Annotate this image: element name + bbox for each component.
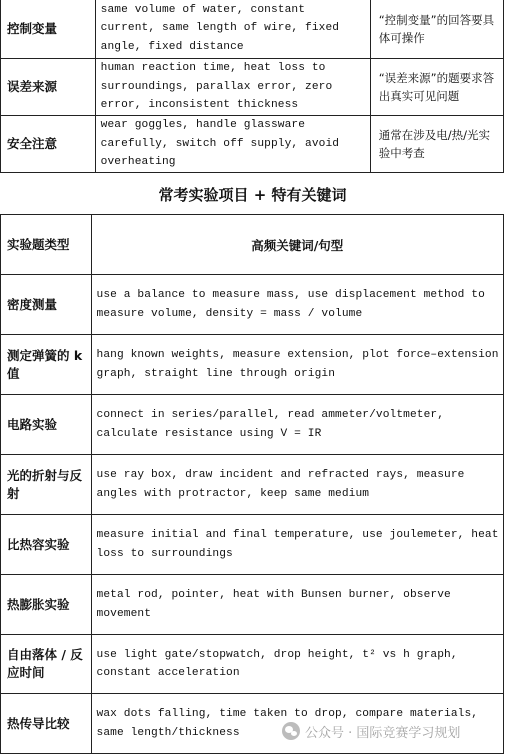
watermark-text: 公众号 · 国际竞赛学习规划 (305, 725, 461, 741)
header-row (1, 215, 504, 275)
experiment-type: 电路实验 (1, 395, 92, 455)
watermark (282, 719, 460, 743)
experiment-type: 光的折射与反射 (1, 455, 92, 515)
row-label: 误差来源 (1, 59, 96, 116)
row-content: same volume of water, constant current, same length of wire, fixed angle, fixed distance (95, 0, 370, 59)
top-table (0, 0, 504, 173)
header-type: 实验题类型 (1, 215, 92, 275)
table-row (1, 635, 504, 694)
row-label: 控制变量 (1, 0, 96, 59)
experiment-keywords: use light gate/stopwatch, drop height, t² vs h graph, constant acceleration (91, 635, 503, 694)
table-row (1, 59, 504, 116)
row-content: wear goggles, handle glassware carefully, switch off supply, avoid overheating (95, 116, 370, 173)
experiment-type: 自由落体 / 反应时间 (1, 635, 92, 694)
experiment-keywords: use ray box, draw incident and refracted rays, measure angles with protractor, keep same medium (91, 455, 503, 515)
table-row (1, 275, 504, 335)
experiment-type: 密度测量 (1, 275, 92, 335)
experiments-table (0, 214, 504, 754)
experiment-keywords: measure initial and final temperature, use joulemeter, heat loss to surroundings (91, 515, 503, 575)
experiment-type: 热膨胀实验 (1, 575, 92, 635)
row-content: human reaction time, heat loss to surroundings, parallax error, zero error, inconsistent thickness (95, 59, 370, 116)
experiment-keywords: connect in series/parallel, read ammeter/voltmeter, calculate resistance using V = IR (91, 395, 503, 455)
section-title: 常考实验项目 + 特有关键词 (158, 186, 347, 204)
row-label: 安全注意 (1, 116, 96, 173)
experiment-keywords: metal rod, pointer, heat with Bunsen burner, observe movement (91, 575, 503, 635)
table-row (1, 455, 504, 515)
table-row (1, 395, 504, 455)
experiment-type: 比热容实验 (1, 515, 92, 575)
row-note: “控制变量”的回答要具体可操作 (370, 0, 503, 59)
experiment-keywords: wax dots falling, time taken to drop, compare materials, same length/thickness (91, 694, 503, 754)
experiment-keywords: use a balance to measure mass, use displacement method to measure volume, density = mass / volume (91, 275, 503, 335)
table-row (1, 575, 504, 635)
header-keywords: 高频关键词/句型 (91, 215, 503, 275)
experiment-type: 测定弹簧的 k 值 (1, 335, 92, 395)
row-note: 通常在涉及电/热/光实验中考查 (370, 116, 503, 173)
experiment-keywords: hang known weights, measure extension, plot force–extension graph, straight line through origin (91, 335, 503, 395)
table-row (1, 0, 504, 59)
wechat-icon (282, 722, 300, 740)
table-row (1, 116, 504, 173)
experiment-type: 热传导比较 (1, 694, 92, 754)
row-note: “误差来源”的题要求答出真实可见问题 (370, 59, 503, 116)
table-row (1, 515, 504, 575)
table-row (1, 335, 504, 395)
